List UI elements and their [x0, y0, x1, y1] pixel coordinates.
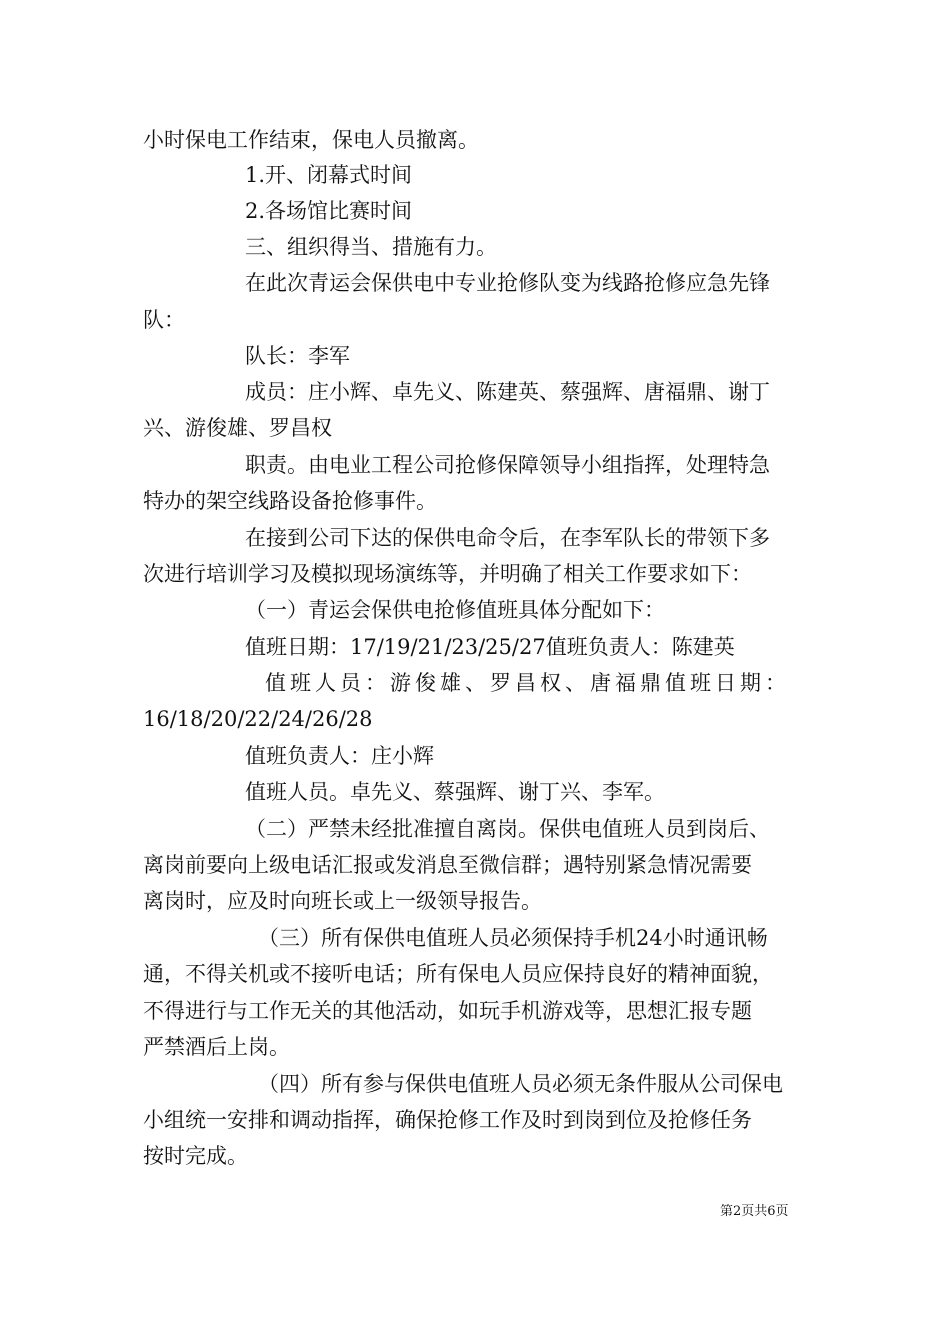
text-line: 小组统一安排和调动指挥，确保抢修工作及时到岗到位及抢修任务 [143, 1108, 752, 1132]
page-number: 第2页共6页 [720, 1204, 789, 1219]
text-line: （三）所有保供电值班人员必须保持手机24小时通讯畅 [258, 926, 768, 950]
text-line: 小时保电工作结束，保电人员撤离。 [143, 128, 479, 152]
section-heading: 三、组织得当、措施有力。 [245, 235, 497, 259]
text-line: 值班负责人：庄小辉 [245, 744, 434, 768]
text-line: 次进行培训学习及模拟现场演练等，并明确了相关工作要求如下： [143, 562, 752, 586]
text-line: 离岗时，应及时向班长或上一级领导报告。 [143, 889, 542, 913]
text-line: 成员：庄小辉、卓先义、陈建英、蔡强辉、唐福鼎、谢丁 [245, 380, 770, 404]
text-line: （二）严禁未经批准擅自离岗。保供电值班人员到岗后、 [245, 817, 770, 841]
text-line: 16/18/20/22/24/26/28 [143, 707, 373, 731]
text-line: （一）青运会保供电抢修值班具体分配如下： [245, 598, 665, 622]
text-line: 按时完成。 [143, 1144, 248, 1168]
text-line: 职责。由电业工程公司抢修保障领导小组指挥，处理特急 [245, 453, 770, 477]
text-line: 在接到公司下达的保供电命令后，在李军队长的带领下多 [245, 526, 770, 550]
text-line: 离岗前要向上级电话汇报或发消息至微信群；遇特别紧急情况需要 [143, 853, 752, 877]
text-line: 队长：李军 [245, 344, 350, 368]
text-line: 值班日期：17/19/21/23/25/27值班负责人：陈建英 [245, 635, 735, 659]
text-line: 通，不得关机或不接听电话；所有保电人员应保持良好的精神面貌， [143, 962, 773, 986]
text-line: 严禁酒后上岗。 [143, 1035, 290, 1059]
text-line: （四）所有参与保供电值班人员必须无条件服从公司保电 [258, 1072, 783, 1096]
text-line: 值班人员：游俊雄、罗昌权、唐福鼎值班日期： [265, 671, 790, 695]
text-line: 队： [143, 308, 185, 332]
text-line: 1.开、闭幕式时间 [245, 163, 413, 187]
text-line: 2.各场馆比赛时间 [245, 199, 413, 223]
text-line: 值班人员。卓先义、蔡强辉、谢丁兴、李军。 [245, 780, 665, 804]
text-line: 特办的架空线路设备抢修事件。 [143, 489, 437, 513]
text-line: 不得进行与工作无关的其他活动，如玩手机游戏等，思想汇报专题 [143, 999, 752, 1023]
text-line: 兴、游俊雄、罗昌权 [143, 416, 332, 440]
text-line: 在此次青运会保供电中专业抢修队变为线路抢修应急先锋 [245, 271, 770, 295]
